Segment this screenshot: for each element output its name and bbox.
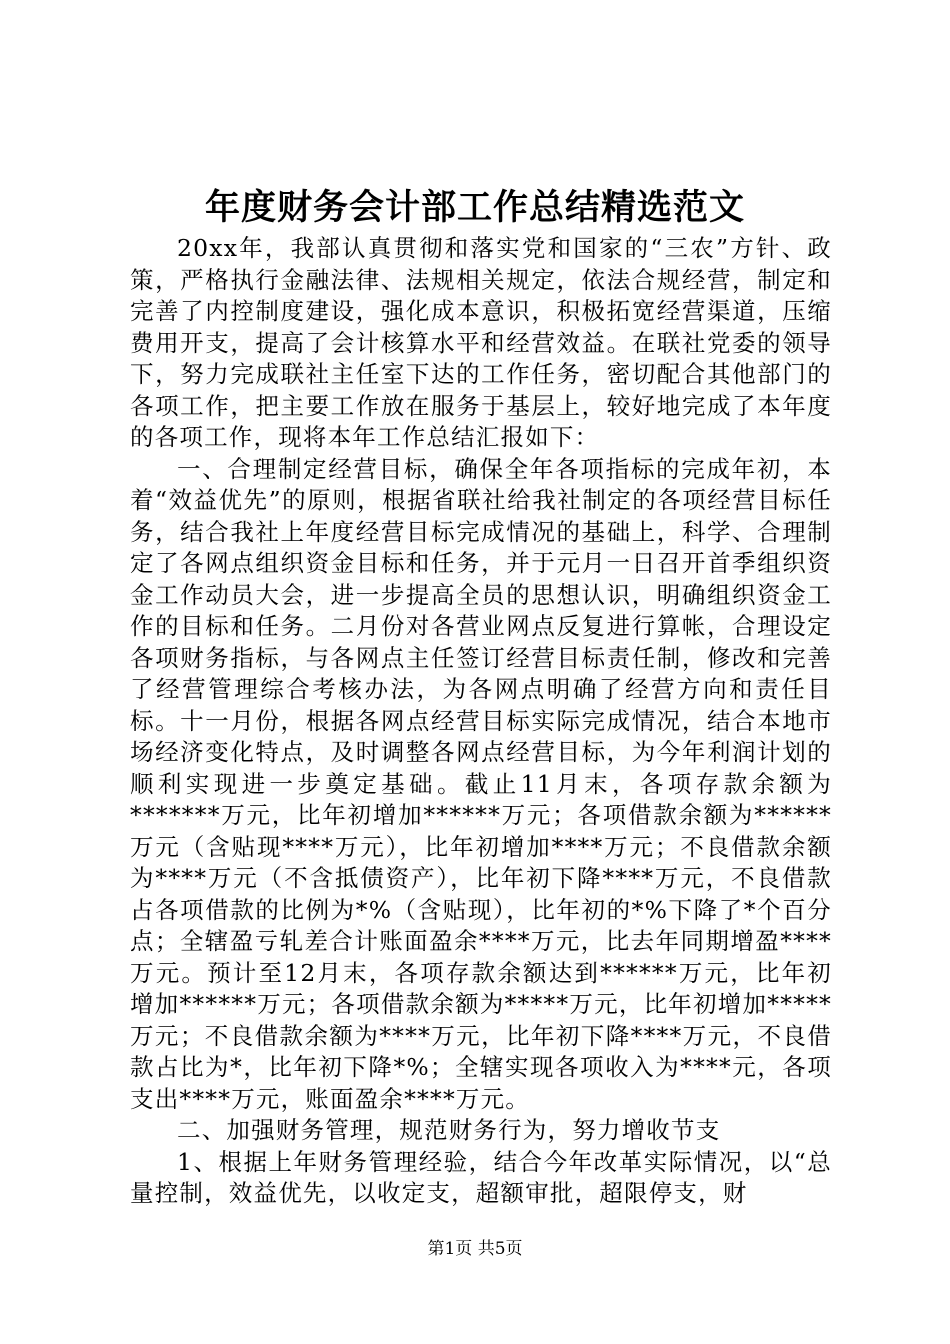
document-title: 年度财务会计部工作总结精选范文 xyxy=(204,187,745,228)
paragraph-section-two-item-one: 1、根据上年财务管理经验，结合今年改革实际情况，以“总量控制，效益优先，以收定支，超额审批，超限停支，财 xyxy=(130,1147,832,1207)
document-body xyxy=(130,233,832,1210)
paragraph-intro: 20xx年，我部认真贯彻和落实党和国家的“三农”方针、政策，严格执行金融法律、法规相关规定，依法合规经营，制定和完善了内控制度建设，强化成本意识，积极拓宽经营渠道，压缩费用开支，提高了会计核算水平和经营效益。在联社党委的领导下，努力完成联社主任室下达的工作任务，密切配合其他部门的各项工作，把主要工作放在服务于基层上，较好地完成了本年度的各项工作，现将本年工作总结汇报如下： xyxy=(130,234,832,451)
paragraph-section-two-heading: 二、加强财务管理，规范财务行为，努力增收节支 xyxy=(177,1116,721,1144)
paragraph-section-one: 一、合理制定经营目标，确保全年各项指标的完成年初，本着“效益优先”的原则，根据省联社给我社制定的各项经营目标任务，结合我社上年度经营目标完成情况的基础上，科学、合理制定了各网点组织资金目标和任务，并于元月一日召开首季组织资金工作动员大会，进一步提高全员的思想认识，明确组织资金工作的目标和任务。二月份对各营业网点反复进行算帐，合理设定各项财务指标，与各网点主任签订经营目标责任制，修改和完善了经营管理综合考核办法，为各网点明确了经营方向和责任目标。十一月份，根据各网点经营目标实际完成情况，结合本地市场经济变化特点，及时调整各网点经营目标，为今年利润计划的顺利实现进一步奠定基础。截止11月末，各项存款余额为*******万元，比年初增加******万元；各项借款余额为******万元（含贴现****万元），比年初增加****万元；不良借款余额为****万元（不含抵债资产），比年初下降****万元，不良借款占各项借款的比例为*%（含贴现），比年初的*%下降了*个百分点；全辖盈亏轧差合计账面盈余****万元，比去年同期增盈****万元。预计至12月末，各项存款余额达到******万元，比年初增加******万元；各项借款余额为*****万元，比年初增加*****万元；不良借款余额为****万元，比年初下降****万元，不良借款占比为*，比年初下降*%；全辖实现各项收入为****元，各项支出****万元，账面盈余****万元。 xyxy=(130,454,832,1113)
page-footer: 第1页 共5页 xyxy=(427,1239,523,1259)
